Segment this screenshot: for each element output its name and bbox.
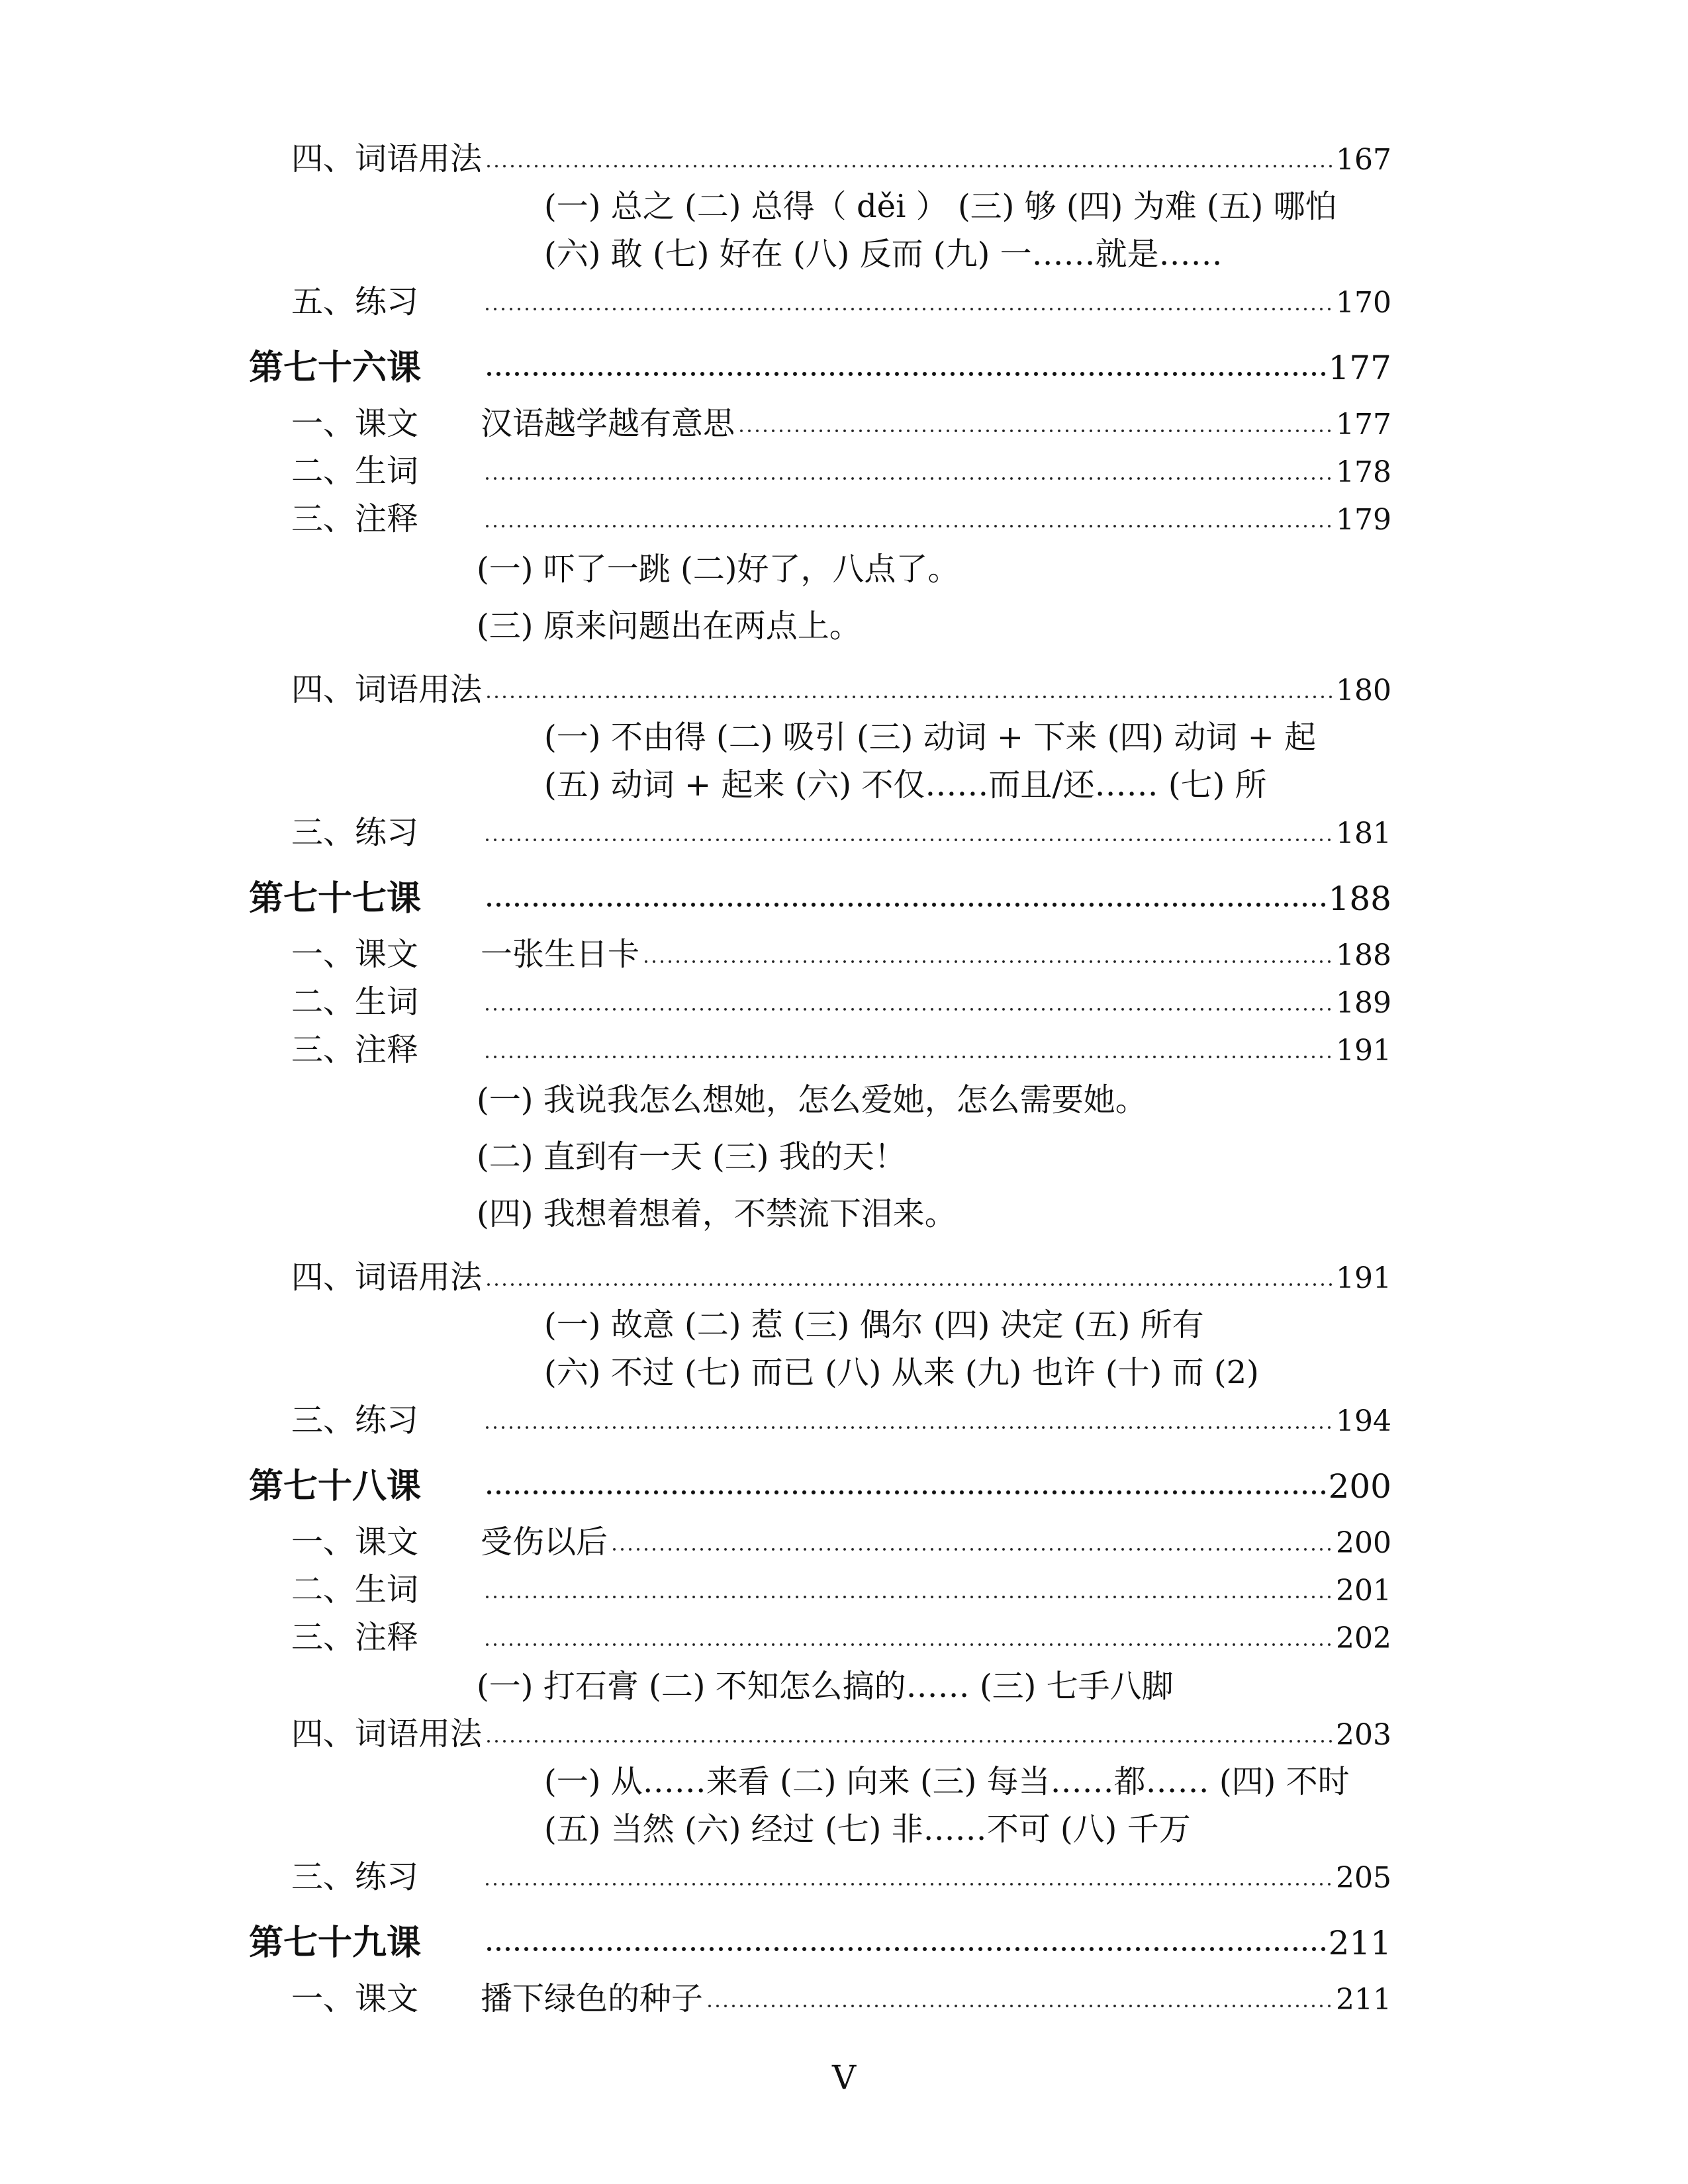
toc-sub-entries: (一) 总之 (二) 总得（ děi ） (三) 够 (四) 为难 (五) 哪怕	[544, 188, 1337, 225]
page-number: 202	[1336, 1621, 1391, 1655]
dot-leader	[483, 1051, 1333, 1063]
toc-section-row[interactable]	[291, 1570, 1391, 1611]
toc-section-row[interactable]	[291, 813, 1391, 854]
page-number: 211	[1336, 1983, 1391, 2017]
dot-leader	[483, 834, 1333, 846]
toc-section-row[interactable]	[291, 1257, 1391, 1298]
lesson-title: 第七十九课	[249, 1923, 422, 1963]
toc-section-row[interactable]	[291, 934, 1391, 976]
section-label: 一、课文	[291, 936, 419, 973]
section-label: 一、课文	[291, 1524, 419, 1561]
toc-sub-entries: (一) 吓了一跳 (二)好了，八点了。	[477, 551, 960, 588]
lesson-title: 第七十八课	[249, 1466, 422, 1506]
toc-section-row[interactable]	[291, 404, 1391, 445]
dot-leader	[610, 1543, 1333, 1555]
section-label: 一、课文	[291, 1980, 419, 2017]
dot-leader	[483, 1878, 1333, 1890]
toc-sub-entries: (一) 我说我怎么想她，怎么爱她，怎么需要她。	[477, 1081, 1147, 1118]
page-number: 177	[1336, 408, 1391, 441]
toc-section-row[interactable]	[291, 1979, 1391, 2020]
page-number: 180	[1336, 674, 1391, 707]
section-label: 二、生词	[291, 1571, 419, 1608]
section-label: 三、练习	[291, 1402, 419, 1439]
toc-section-row[interactable]	[291, 1857, 1391, 1898]
toc-lesson-row[interactable]	[249, 1923, 1391, 1963]
dot-leader	[485, 368, 1326, 380]
section-label: 三、注释	[291, 1619, 419, 1656]
toc-sub-entries: (五) 动词 + 起来 (六) 不仅……而且/还…… (七) 所	[544, 766, 1267, 803]
section-label: 三、练习	[291, 1858, 419, 1895]
toc-sub-entries: (一) 故意 (二) 惹 (三) 偶尔 (四) 决定 (五) 所有	[544, 1306, 1204, 1343]
toc-section-row[interactable]	[291, 451, 1391, 492]
section-label: 三、练习	[291, 814, 419, 851]
page-number: 188	[1336, 938, 1391, 972]
toc-sub-entries: (二) 直到有一天 (三) 我的天！	[477, 1138, 906, 1175]
section-label: 四、词语用法	[291, 1259, 483, 1296]
page-footer-numeral: V	[831, 2058, 857, 2097]
toc-section-row[interactable]	[291, 1400, 1391, 1441]
toc-lesson-row[interactable]	[249, 348, 1391, 388]
toc-section-row[interactable]	[291, 670, 1391, 711]
section-label: 四、词语用法	[291, 1715, 483, 1752]
toc-section-row[interactable]	[291, 1522, 1391, 1563]
dot-leader	[485, 691, 1333, 703]
page-number: 177	[1328, 349, 1391, 387]
dot-leader	[483, 1422, 1333, 1433]
toc-sub-entries: (四) 我想着想着，不禁流下泪来。	[477, 1195, 957, 1232]
page-number: 191	[1336, 1261, 1391, 1295]
dot-leader	[485, 1943, 1326, 1955]
section-label: 五、练习	[291, 283, 419, 320]
section-label: 四、词语用法	[291, 140, 483, 177]
page-number: 181	[1336, 817, 1391, 850]
section-label: 三、注释	[291, 500, 419, 537]
dot-leader	[483, 1591, 1333, 1603]
page-number: 211	[1328, 1924, 1391, 1962]
dot-leader	[483, 1639, 1333, 1651]
toc-section-row[interactable]	[291, 1617, 1391, 1659]
section-label: 三、注释	[291, 1031, 419, 1068]
section-title: 一张生日卡	[481, 936, 640, 973]
section-label: 二、生词	[291, 453, 419, 490]
lesson-title: 第七十六课	[249, 347, 422, 388]
dot-leader	[483, 303, 1333, 315]
section-title: 受伤以后	[481, 1524, 608, 1561]
toc-sub-entries: (六) 敢 (七) 好在 (八) 反而 (九) 一……就是……	[544, 236, 1223, 273]
toc-lesson-row[interactable]	[249, 1467, 1391, 1506]
lesson-title: 第七十七课	[249, 878, 422, 919]
dot-leader	[485, 1279, 1333, 1291]
toc-sub-entries: (一) 不由得 (二) 吸引 (三) 动词 + 下来 (四) 动词 + 起	[544, 719, 1317, 756]
dot-leader	[483, 520, 1333, 532]
dot-leader	[485, 160, 1333, 172]
page-number: 200	[1336, 1526, 1391, 1560]
toc-section-row[interactable]	[291, 982, 1391, 1023]
dot-leader	[485, 1486, 1326, 1498]
toc-lesson-row[interactable]	[249, 879, 1391, 919]
toc-section-row[interactable]	[291, 139, 1391, 180]
page-number: 201	[1336, 1574, 1391, 1608]
toc-section-row[interactable]	[291, 1714, 1391, 1755]
section-label: 一、课文	[291, 405, 419, 442]
dot-leader	[485, 1735, 1333, 1747]
toc-sub-entries: (五) 当然 (六) 经过 (七) 非……不可 (八) 千万	[544, 1811, 1191, 1848]
dot-leader	[485, 899, 1326, 911]
page-number: 178	[1336, 455, 1391, 489]
page-number: 203	[1336, 1718, 1391, 1752]
page-number: 200	[1328, 1467, 1391, 1506]
toc-sub-entries: (一) 从……来看 (二) 向来 (三) 每当……都…… (四) 不时	[544, 1763, 1350, 1800]
dot-leader	[706, 2000, 1333, 2012]
page-number: 191	[1336, 1034, 1391, 1068]
page-number: 167	[1336, 143, 1391, 177]
toc-sub-entries: (一) 打石膏 (二) 不知怎么搞的…… (三) 七手八脚	[477, 1668, 1174, 1705]
dot-leader	[483, 473, 1333, 484]
section-title: 播下绿色的种子	[481, 1980, 704, 2017]
page-number: 188	[1328, 880, 1391, 918]
dot-leader	[483, 1003, 1333, 1015]
toc-sub-entries: (六) 不过 (七) 而已 (八) 从来 (九) 也许 (十) 而 (2)	[544, 1354, 1259, 1391]
section-label: 四、词语用法	[291, 671, 483, 708]
section-label: 二、生词	[291, 983, 419, 1021]
dot-leader	[737, 425, 1333, 437]
toc-section-row[interactable]	[291, 1030, 1391, 1071]
page-number: 170	[1336, 286, 1391, 320]
page-number: 179	[1336, 503, 1391, 537]
page-number: 194	[1336, 1404, 1391, 1438]
toc-section-row[interactable]	[291, 282, 1391, 323]
section-title: 汉语越学越有意思	[481, 405, 735, 442]
page-number: 205	[1336, 1861, 1391, 1895]
dot-leader	[642, 956, 1333, 968]
page-number: 189	[1336, 986, 1391, 1020]
toc-sub-entries: (三) 原来问题出在两点上。	[477, 608, 861, 645]
toc-section-row[interactable]	[291, 499, 1391, 540]
